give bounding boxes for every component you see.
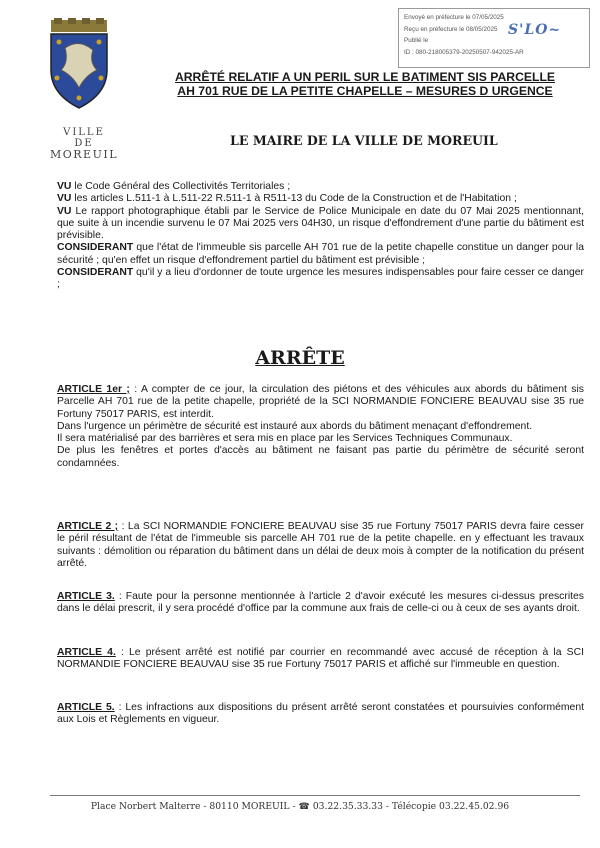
article-paragraph: De plus les fenêtres et portes d'accès au bâtiment ne faisant pas partie du périmètre de sécurité seront condamnées. — [57, 445, 584, 469]
article-text: : La SCI NORMANDIE FONCIERE BEAUVAU sise 35 rue Fortuny 75017 PARIS devra faire cesser le péril résultant de l'état de l'immeuble sis parcelle AH 701 rue de la petite chapelle. en y effectuant les travaux suivants : démolition ou réparation du bâtiment dans un délai de deux mois à compter de la notification du présent arrêté. — [57, 521, 584, 569]
stamp-line-published: Publié le — [404, 37, 429, 45]
article-paragraph: Il sera matérialisé par des barrières et sera mis en place par les Services Techniques Communaux. — [57, 433, 513, 445]
article-text: : Le présent arrêté est notifié par courrier en recommandé avec accusé de réception à la SCI NORMANDIE FONCIERE BEAUVAU sise 35 rue Fortuny 75017 PARIS et affiché sur l'immeuble en question. — [57, 647, 584, 671]
ville-de-moreuil-label — [44, 127, 124, 160]
title-line-1: ARRÊTÉ RELATIF A UN PERIL SUR LE BATIMENT SIS PARCELLE — [174, 70, 556, 84]
article-label: ARTICLE 5. — [57, 702, 115, 713]
preamble-text: le Code Général des Collectivités Territoriales ; — [71, 181, 291, 192]
preamble-text: les articles L.511-1 à L.511-22 R.511-1 à R511-13 du Code de la Construction et de l'Habitation ; — [71, 193, 517, 205]
article-paragraph — [57, 647, 584, 672]
article-paragraph — [57, 384, 584, 421]
article-label: ARTICLE 4. — [57, 647, 116, 658]
article-paragraph — [57, 521, 584, 570]
preamble-lead: VU — [57, 193, 72, 205]
article-3 — [57, 591, 584, 616]
stamp-line-sent: Envoyé en préfecture le 07/05/2025 — [404, 14, 504, 21]
handwritten-signature: S'LO~ — [508, 22, 562, 38]
preamble-item — [57, 206, 584, 243]
stamp-line-id: ID : 080-218005379-20250507-942025-AR — [404, 48, 524, 56]
article-paragraph — [57, 702, 584, 727]
article-paragraph — [57, 591, 584, 616]
footer-divider — [50, 795, 580, 796]
article-label: ARTICLE 1er ; — [57, 384, 130, 395]
preamble — [57, 181, 584, 292]
title-line-2: AH 701 RUE DE LA PETITE CHAPELLE – MESURES D URGENCE — [177, 84, 553, 98]
ville-line: VILLE — [63, 127, 105, 138]
preamble-text: qu'il y a lieu d'ordonner de toute urgence les mesures indispensables pour faire cesser ce danger ; — [57, 267, 584, 291]
preamble-item — [57, 242, 584, 267]
document-title — [150, 70, 580, 98]
reception-stamp — [398, 8, 590, 68]
footer-address: Place Norbert Malterre - 80110 MOREUIL - ☎ 03.22.35.33.33 - Télécopie 03.22.45.02.96 — [90, 801, 510, 812]
moreuil-line: MOREUIL — [49, 148, 118, 161]
mayor-heading: LE MAIRE DE LA VILLE DE MOREUIL — [230, 133, 498, 148]
arrete-heading — [0, 347, 600, 369]
preamble-lead: CONSIDERANT — [57, 267, 134, 279]
preamble-text: que l'état de l'immeuble sis parcelle AH 701 rue de la petite chapelle constitue un danger pour la sécurité ; qu'en effet un risque d'effondrement partiel du bâtiment est prévisible ; — [57, 242, 584, 266]
article-text: : Les infractions aux dispositions du présent arrêté seront constatées et poursuivies conformément aux Lois et Règlements en vigueur. — [57, 702, 585, 726]
city-crest-icon — [45, 18, 113, 110]
article-label: ARTICLE 2 ; — [57, 521, 119, 532]
article-5 — [57, 702, 584, 727]
de-line: DE — [74, 138, 94, 149]
preamble-item — [57, 193, 584, 205]
article-2 — [57, 521, 584, 570]
article-text: : A compter de ce jour, la circulation des piétons et des véhicules aux abords du bâtiment sis Parcelle AH 701 rue de la petite chapelle, propriété de la SCI NORMANDIE FONCIERE BEAUVAU sise 35 rue Fortuny 75017 PARIS, est interdit. — [57, 384, 584, 420]
article-paragraph: Dans l'urgence un périmètre de sécurité est instauré aux abords du bâtiment menaçant d'effondrement. — [57, 420, 533, 432]
article-label: ARTICLE 3. — [57, 591, 115, 602]
preamble-item — [57, 267, 584, 292]
preamble-lead: VU — [57, 181, 72, 192]
preamble-lead: VU — [57, 205, 72, 217]
stamp-line-received: Reçu en préfecture le 08/05/2025 — [404, 25, 498, 33]
arrete-heading-text: ARRÊTE — [255, 347, 345, 369]
preamble-lead: CONSIDERANT — [57, 242, 134, 254]
article-text: : Faute pour la personne mentionnée à l'article 2 d'avoir exécuté les mesures ci-dessus prescrites dans le délai prescrit, il y sera procédé d'office par la commune aux frais de celle-ci ou à ceux de ses ayants droit. — [57, 591, 584, 615]
preamble-item — [57, 181, 584, 193]
article-1 — [57, 384, 584, 470]
preamble-text: Le rapport photographique établi par le Service de Police Municipale en date du 07 Mai 2025 mentionnant, que suite à un incendie survenu le 07 Mai 2025 vers 04H30, un risque d'effondrement d'une partie du bâtiment est prévisible. — [57, 205, 584, 242]
article-4 — [57, 647, 584, 672]
